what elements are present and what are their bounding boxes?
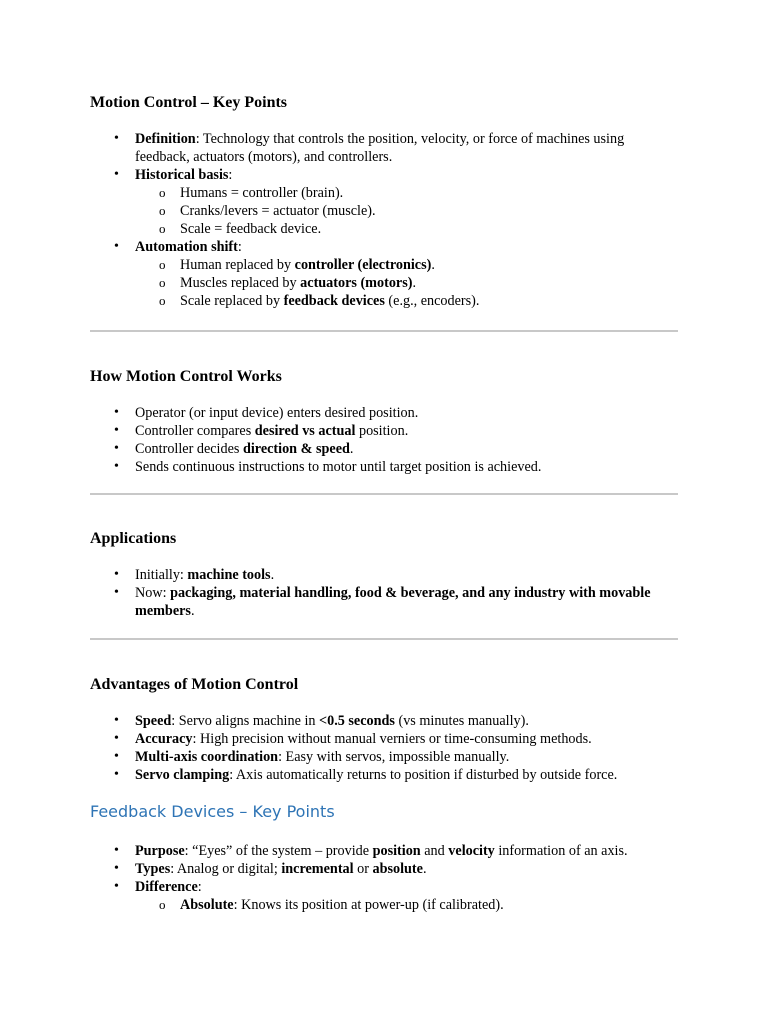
sub-item-text: Human replaced by <box>180 257 295 273</box>
list-item <box>90 440 678 458</box>
bullet-icon: • <box>114 879 119 894</box>
bullet-icon: • <box>114 843 119 858</box>
sub-item-label: Absolute <box>180 897 234 913</box>
item-text: : Easy with servos, impossible manually. <box>278 749 510 765</box>
bullet-icon: • <box>114 749 119 764</box>
item-text: Sends continuous instructions to motor until target position is achieved. <box>135 459 542 475</box>
item-bold: <0.5 seconds <box>319 713 395 729</box>
how-works-list <box>90 404 678 476</box>
bullet-icon: • <box>114 567 119 582</box>
bullet-icon: • <box>114 405 119 420</box>
item-bold: position <box>372 843 421 859</box>
item-label: Accuracy <box>135 731 193 747</box>
list-item <box>90 404 678 422</box>
item-text: . <box>422 861 427 877</box>
sub-bullet-icon: o <box>159 257 166 272</box>
item-label: Types <box>135 861 171 877</box>
sub-item-text: Humans = controller (brain). <box>180 185 344 201</box>
sub-item-bold: feedback devices <box>283 293 385 309</box>
list-item <box>90 422 678 440</box>
item-text: Operator (or input device) enters desired position. <box>135 405 419 421</box>
list-item <box>90 766 678 784</box>
heading-advantages: Advantages of Motion Control <box>90 676 299 693</box>
item-text: : Servo aligns machine in <box>171 713 320 729</box>
item-text: . <box>190 603 195 619</box>
heading-applications: Applications <box>90 530 177 547</box>
section-applications <box>90 529 678 620</box>
list-item <box>90 712 678 730</box>
item-text: information of an axis. <box>494 843 628 859</box>
horizontal-divider <box>90 493 678 495</box>
sub-item-text: Scale replaced by <box>180 293 284 309</box>
item-text: or <box>353 861 373 877</box>
item-bold: direction & speed <box>242 441 350 457</box>
item-text: Initially: <box>135 567 188 583</box>
sub-list-item <box>135 292 678 310</box>
bullet-icon: • <box>114 167 119 182</box>
list-item-automation-shift <box>90 238 678 310</box>
historical-basis-label: Historical basis <box>135 167 229 183</box>
sub-item-bold: actuators (motors) <box>300 275 413 291</box>
key-points-list <box>90 130 678 310</box>
list-item <box>90 458 678 476</box>
sub-list-item <box>135 896 678 914</box>
bullet-icon: • <box>114 423 119 438</box>
item-bold: absolute <box>372 861 423 877</box>
item-bold: desired vs actual <box>254 423 356 439</box>
bullet-icon: • <box>114 239 119 254</box>
item-text: : “Eyes” of the system – provide <box>184 843 373 859</box>
sub-item-text: : Knows its position at power-up (if calibrated). <box>233 897 504 913</box>
feedback-list <box>90 842 678 914</box>
list-item-types <box>90 860 678 878</box>
automation-shift-label: Automation shift <box>135 239 238 255</box>
colon-text: : <box>237 239 242 255</box>
horizontal-divider <box>90 330 678 332</box>
sub-bullet-icon: o <box>159 221 166 236</box>
item-label: Servo clamping <box>135 767 230 783</box>
item-bold: packaging, material handling, food & beverage, and any industry with movable members <box>135 585 651 619</box>
sub-bullet-icon: o <box>159 185 166 200</box>
heading-motion-control-key-points: Motion Control – Key Points <box>90 94 288 111</box>
item-bold: incremental <box>281 861 354 877</box>
sub-item-text: . <box>412 275 416 291</box>
sub-item-text: Scale = feedback device. <box>180 221 322 237</box>
heading-feedback-devices: Feedback Devices – Key Points <box>90 802 335 821</box>
sub-item-text: . <box>431 257 435 273</box>
item-bold: velocity <box>448 843 495 859</box>
sub-list-item <box>135 256 678 274</box>
section-advantages <box>90 675 678 784</box>
heading-how-motion-control-works: How Motion Control Works <box>90 368 282 385</box>
applications-list <box>90 566 678 620</box>
list-item <box>90 730 678 748</box>
list-item-historical-basis <box>90 166 678 238</box>
bullet-icon: • <box>114 441 119 456</box>
sub-list-item <box>135 220 678 238</box>
bullet-icon: • <box>114 585 119 600</box>
bullet-icon: • <box>114 767 119 782</box>
list-item-definition <box>90 130 678 166</box>
sub-bullet-icon: o <box>159 275 166 290</box>
sub-item-text: (e.g., encoders). <box>384 293 480 309</box>
bullet-icon: • <box>114 459 119 474</box>
historical-basis-sublist <box>135 184 678 238</box>
item-bold: machine tools <box>187 567 271 583</box>
item-text: position. <box>355 423 409 439</box>
sub-item-text: Muscles replaced by <box>180 275 301 291</box>
item-text: : Axis automatically returns to position if disturbed by outside force. <box>229 767 618 783</box>
difference-sublist <box>135 896 678 914</box>
item-text: : High precision without manual verniers or time-consuming methods. <box>192 731 592 747</box>
definition-text: : Technology that controls the position, velocity, or force of machines using feedback, actuators (motors), and controllers. <box>135 131 625 165</box>
sub-bullet-icon: o <box>159 293 166 308</box>
item-label: Multi-axis coordination <box>135 749 279 765</box>
section-how-it-works <box>90 367 678 476</box>
item-text: Controller decides <box>135 441 243 457</box>
sub-item-text: Cranks/levers = actuator (muscle). <box>180 203 376 219</box>
item-text: . <box>349 441 354 457</box>
section-key-points <box>90 93 678 310</box>
section-feedback-devices <box>90 802 678 914</box>
definition-label: Definition <box>135 131 196 147</box>
colon-text: : <box>228 167 233 183</box>
sub-list-item <box>135 202 678 220</box>
bullet-icon: • <box>114 861 119 876</box>
sub-item-bold: controller (electronics) <box>294 257 432 273</box>
advantages-list <box>90 712 678 784</box>
item-text: Now: <box>135 585 171 601</box>
horizontal-divider <box>90 638 678 640</box>
bullet-icon: • <box>114 131 119 146</box>
item-text: Controller compares <box>135 423 255 439</box>
item-text: and <box>420 843 449 859</box>
item-text: : Analog or digital; <box>170 861 282 877</box>
sub-bullet-icon: o <box>159 203 166 218</box>
list-item <box>90 748 678 766</box>
bullet-icon: • <box>114 731 119 746</box>
list-item <box>90 566 678 584</box>
item-text: (vs minutes manually). <box>394 713 529 729</box>
item-text: . <box>270 567 275 583</box>
list-item-purpose <box>90 842 678 860</box>
bullet-icon: • <box>114 713 119 728</box>
list-item-difference <box>90 878 678 914</box>
item-label: Difference <box>135 879 198 895</box>
sub-list-item <box>135 274 678 292</box>
item-label: Speed <box>135 713 172 729</box>
automation-shift-sublist <box>135 256 678 310</box>
colon-text: : <box>197 879 202 895</box>
sub-bullet-icon: o <box>159 897 166 912</box>
sub-list-item <box>135 184 678 202</box>
item-label: Purpose <box>135 843 185 859</box>
list-item <box>90 584 678 620</box>
